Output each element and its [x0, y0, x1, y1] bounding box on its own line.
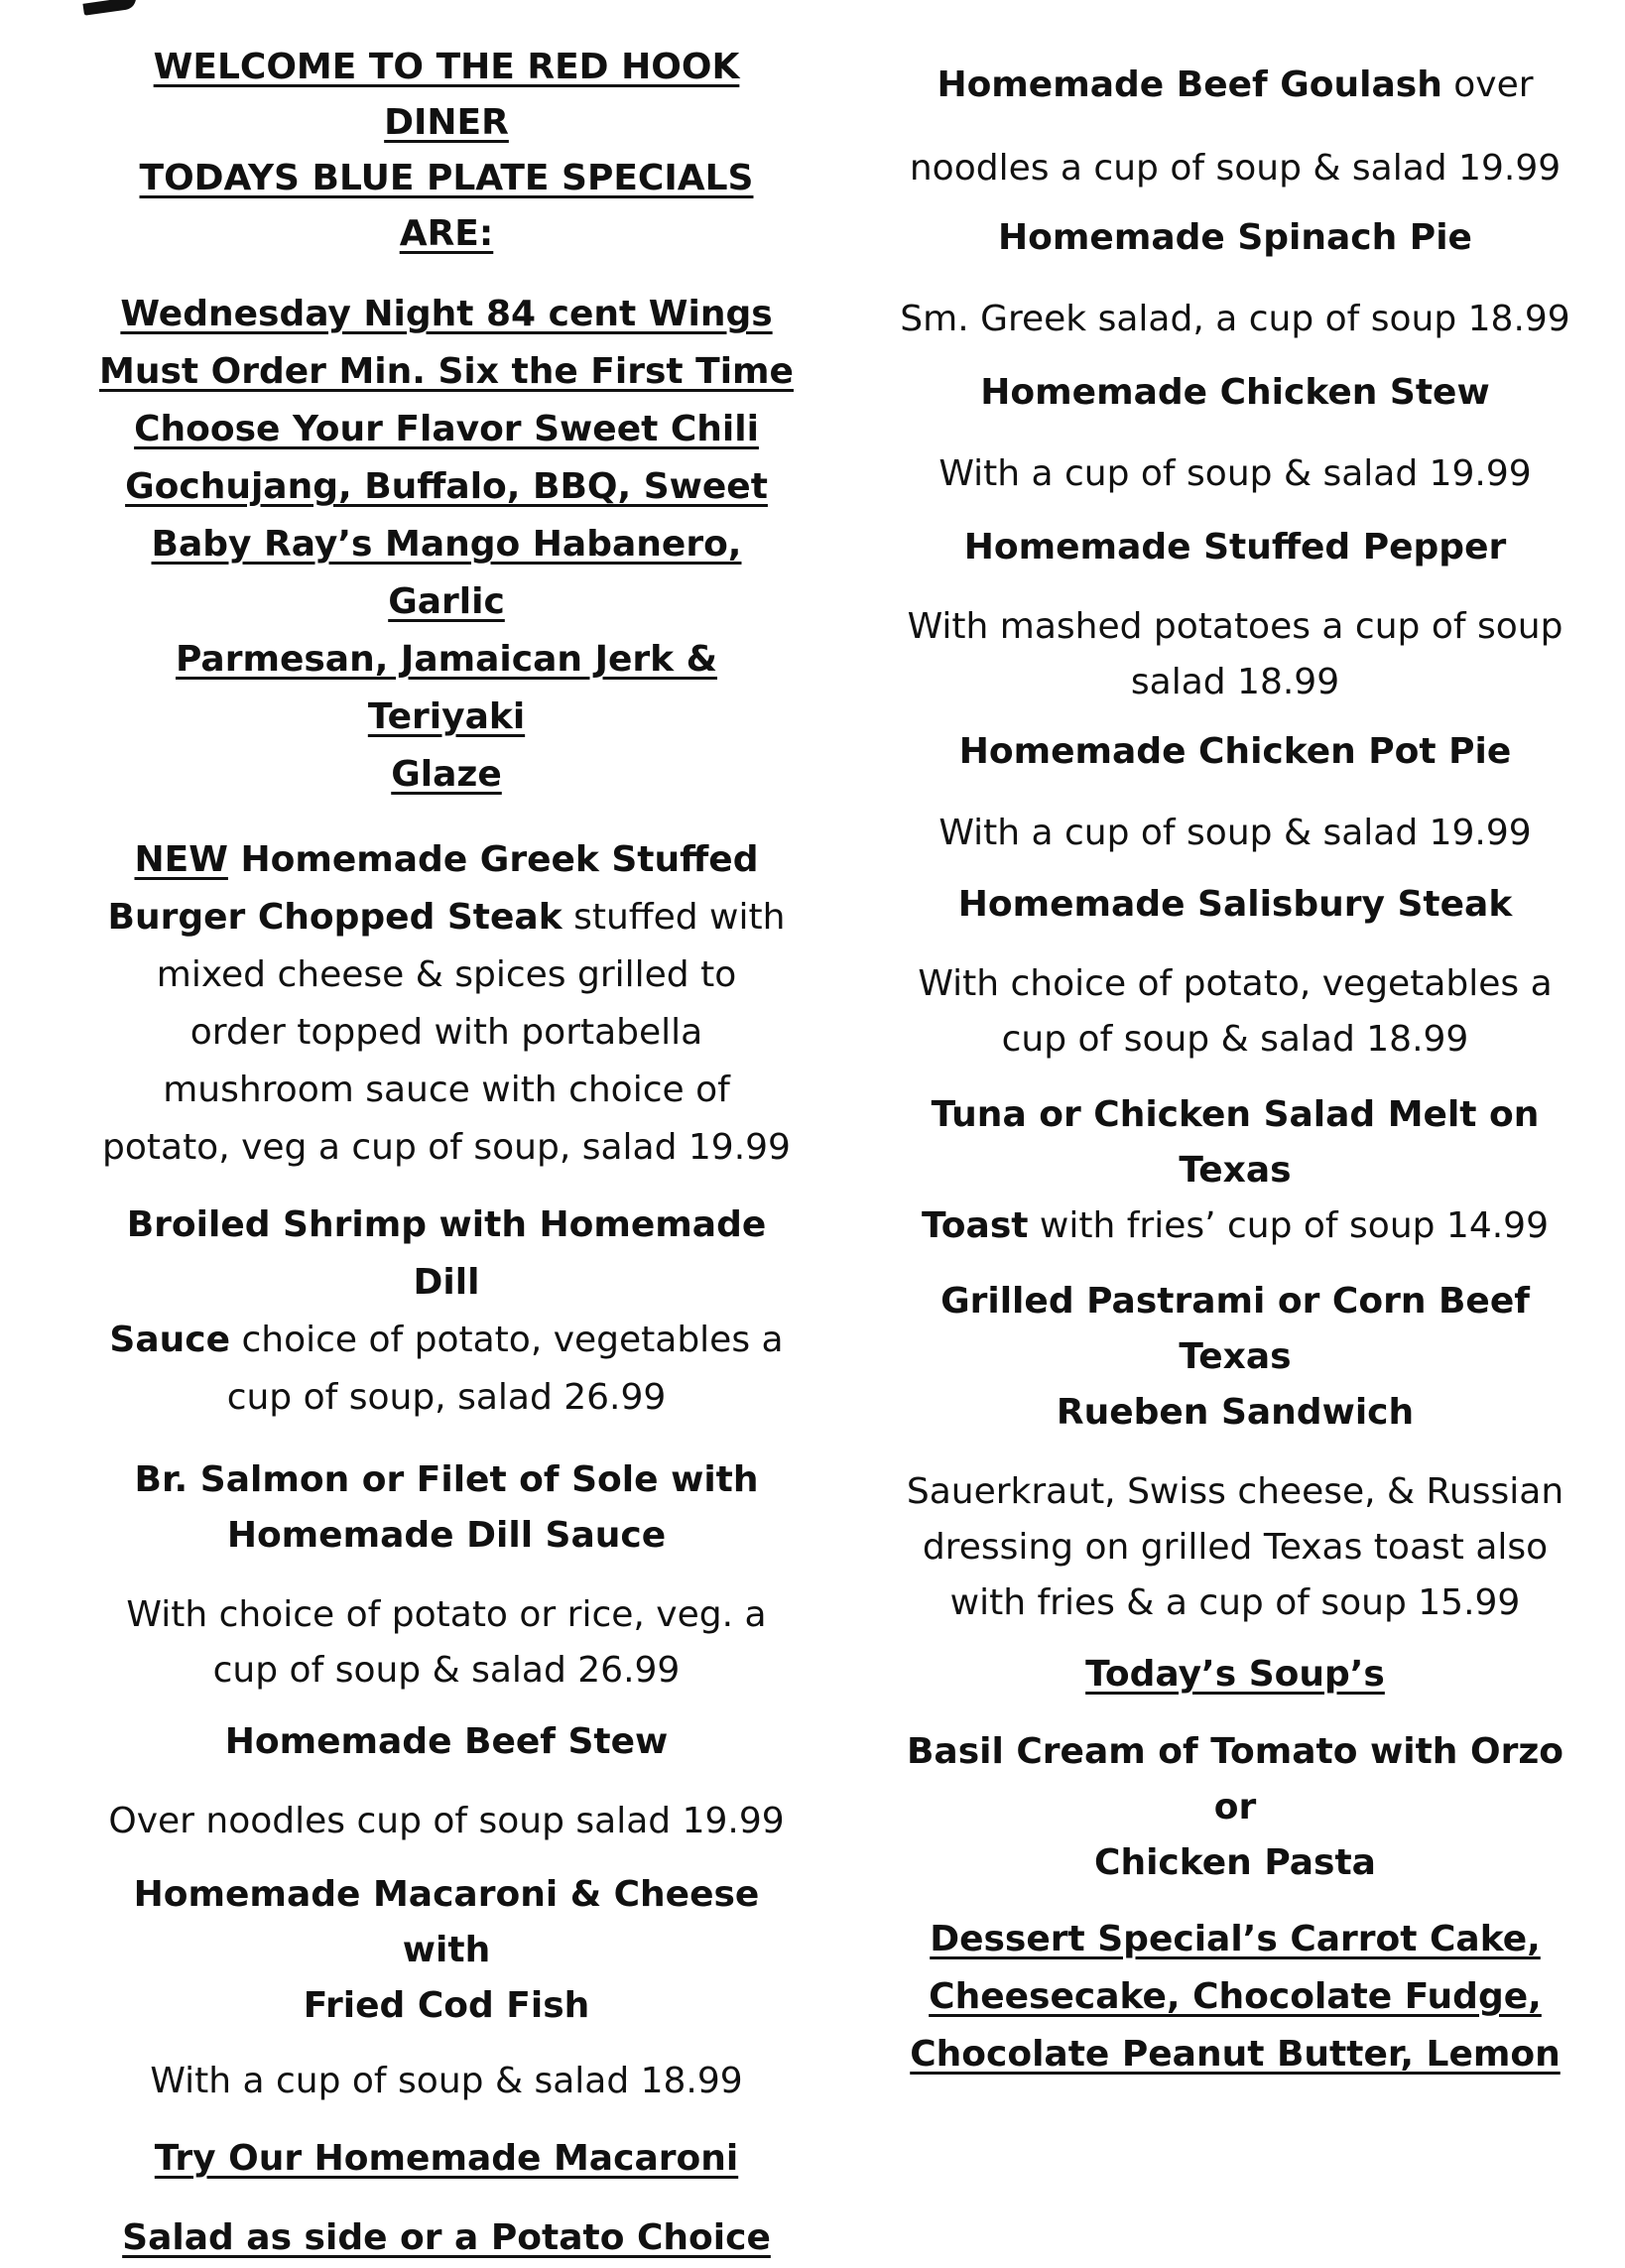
pastrami-title: Grilled Pastrami or Corn Beef Texas	[940, 1281, 1530, 1377]
stuffed-pepper-special	[893, 518, 1577, 710]
pot-pie-desc: With a cup of soup & salad 19.99	[938, 813, 1532, 853]
left-column	[99, 40, 794, 2268]
specials-line: TODAYS BLUE PLATE SPECIALS ARE:	[139, 158, 754, 254]
melt-title: Toast	[922, 1205, 1029, 1246]
soups-desc: Basil Cream of Tomato with Orzo or	[906, 1731, 1564, 1827]
welcome-line: WELCOME TO THE RED HOOK DINER	[153, 47, 740, 143]
stuffed-pepper-desc: With mashed potatoes a cup of soup	[907, 606, 1563, 647]
soups-desc: Chicken Pasta	[1094, 1842, 1376, 1883]
shrimp-title: Broiled Shrimp with Homemade Dill	[126, 1204, 767, 1303]
stuffed-pepper-desc: salad 18.99	[1130, 662, 1340, 702]
wings-line: Baby Ray’s Mango Habanero, Garlic	[151, 524, 742, 622]
melt-desc: with fries’ cup of soup 14.99	[1028, 1205, 1549, 1246]
spinach-desc: Sm. Greek salad, a cup of soup 18.99	[900, 299, 1570, 339]
burger-desc: stuffed with	[562, 897, 786, 938]
right-column	[893, 56, 1577, 2083]
salmon-title: Homemade Dill Sauce	[226, 1515, 667, 1556]
stuffed-pepper-title: Homemade Stuffed Pepper	[963, 527, 1507, 567]
shrimp-special	[99, 1197, 794, 1427]
goulash-special	[893, 56, 1577, 198]
shrimp-line	[99, 1312, 794, 1369]
salisbury-special	[893, 875, 1577, 1068]
burger-line	[99, 889, 794, 946]
wings-line: Wednesday Night 84 cent Wings	[120, 294, 773, 334]
shrimp-title: Sauce	[109, 1320, 231, 1360]
pastrami-special	[893, 1274, 1577, 1631]
burger-desc: order topped with portabella	[189, 1012, 703, 1053]
mac-cheese-title: Fried Cod Fish	[303, 1985, 590, 2026]
try-line: Try Our Homemade Macaroni	[154, 2138, 739, 2179]
wings-line: Must Order Min. Six the First Time	[99, 351, 794, 392]
wings-line: Choose Your Flavor Sweet Chili	[134, 409, 759, 449]
beef-stew-title: Homemade Beef Stew	[224, 1721, 669, 1762]
pastrami-title: Rueben Sandwich	[1056, 1392, 1415, 1433]
burger-title: Burger Chopped Steak	[107, 897, 562, 938]
soups-heading: Today’s Soup’s	[1085, 1654, 1385, 1695]
salmon-title: Br. Salmon or Filet of Sole with	[134, 1459, 759, 1500]
spinach-title: Homemade Spinach Pie	[998, 217, 1472, 258]
ink-mark	[82, 0, 137, 16]
burger-desc: mixed cheese & spices grilled to	[156, 954, 737, 995]
chicken-stew-special	[893, 363, 1577, 504]
melt-line	[893, 1198, 1577, 1254]
spinach-special	[893, 208, 1577, 349]
salisbury-title: Homemade Salisbury Steak	[957, 884, 1513, 925]
goulash-desc: over	[1441, 64, 1534, 105]
pot-pie-special	[893, 722, 1577, 863]
goulash-line	[893, 56, 1577, 115]
melt-title: Tuna or Chicken Salad Melt on Texas	[931, 1094, 1540, 1191]
salmon-desc: cup of soup & salad 26.99	[212, 1650, 681, 1691]
shrimp-desc: cup of soup, salad 26.99	[226, 1377, 667, 1418]
goulash-desc: noodles a cup of soup & salad 19.99	[909, 148, 1562, 189]
pastrami-desc: dressing on grilled Texas toast also	[922, 1527, 1549, 1568]
wings-special	[99, 286, 794, 804]
beef-stew-desc: Over noodles cup of soup salad 19.99	[108, 1801, 785, 1841]
try-macaroni	[99, 2129, 794, 2268]
dessert-line: Cheesecake, Chocolate Fudge,	[929, 1976, 1542, 2017]
burger-line	[99, 831, 794, 889]
mac-cheese-desc: With a cup of soup & salad 18.99	[150, 2061, 743, 2101]
pastrami-desc: with fries & a cup of soup 15.99	[949, 1582, 1521, 1623]
chicken-stew-title: Homemade Chicken Stew	[980, 372, 1490, 413]
greek-burger-special	[99, 831, 794, 1177]
beef-stew-special	[99, 1712, 794, 1849]
burger-title: Homemade Greek Stuffed	[227, 839, 759, 880]
burger-desc: mushroom sauce with choice of	[163, 1070, 730, 1110]
try-line: Salad as side or a Potato Choice	[122, 2217, 771, 2258]
melt-special	[893, 1087, 1577, 1254]
dessert-line: Dessert Special’s Carrot Cake,	[930, 1919, 1541, 1959]
soups-section	[893, 1645, 1577, 1891]
wings-line: Parmesan, Jamaican Jerk & Teriyaki	[175, 639, 717, 737]
salisbury-desc: With choice of potato, vegetables a	[918, 963, 1553, 1004]
wings-line: Glaze	[391, 754, 502, 795]
dessert-special	[893, 1911, 1577, 2083]
pastrami-desc: Sauerkraut, Swiss cheese, & Russian	[906, 1471, 1564, 1512]
salisbury-desc: cup of soup & salad 18.99	[1001, 1019, 1469, 1060]
new-badge: NEW	[134, 839, 228, 880]
pot-pie-title: Homemade Chicken Pot Pie	[958, 731, 1512, 772]
mac-cheese-title: Homemade Macaroni & Cheese with	[133, 1874, 760, 1970]
mac-cheese-special	[99, 1867, 794, 2109]
welcome-heading	[99, 40, 794, 262]
salmon-special	[99, 1452, 794, 1699]
salmon-desc: With choice of potato or rice, veg. a	[126, 1594, 767, 1635]
dessert-line: Chocolate Peanut Butter, Lemon	[910, 2034, 1561, 2075]
chicken-stew-desc: With a cup of soup & salad 19.99	[938, 453, 1532, 494]
wings-line: Gochujang, Buffalo, BBQ, Sweet	[125, 466, 768, 507]
shrimp-desc: choice of potato, vegetables a	[230, 1320, 784, 1360]
goulash-title: Homemade Beef Goulash	[937, 64, 1442, 105]
burger-desc: potato, veg a cup of soup, salad 19.99	[102, 1127, 791, 1168]
